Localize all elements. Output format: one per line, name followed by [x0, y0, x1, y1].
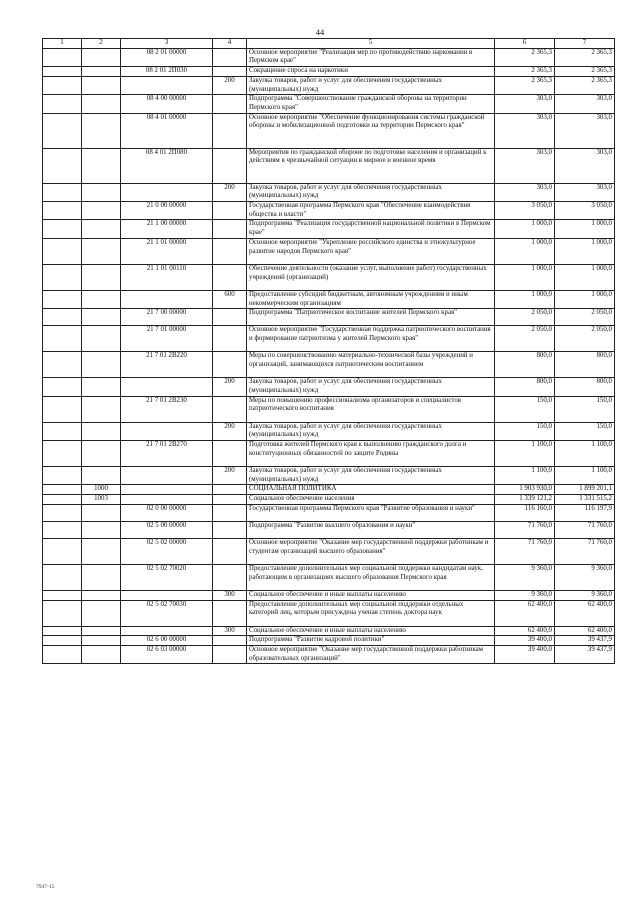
amount-year1-cell: 150,0	[495, 422, 555, 440]
expense-type-cell	[213, 202, 247, 220]
subsection-cell: 1000	[82, 485, 121, 495]
amount-year2-cell: 800,0	[555, 378, 615, 396]
amount-year1-cell: 2 365,3	[495, 67, 555, 77]
subsection-cell	[82, 290, 121, 308]
header-cell: 5	[247, 39, 495, 49]
amount-year1-cell: 1 000,0	[495, 238, 555, 264]
target-article-cell	[121, 290, 213, 308]
budget-table	[42, 38, 615, 664]
table-row	[43, 422, 615, 440]
subsection-cell	[82, 148, 121, 183]
amount-year2-cell: 1 000,0	[555, 264, 615, 290]
target-article-cell	[121, 76, 213, 94]
section-cell	[43, 67, 82, 77]
item-name-cell: Подпрограмма "Реализация государственной национальной политики в Пермском крае"	[247, 220, 495, 238]
section-cell	[43, 504, 82, 521]
item-name-cell: Обеспечение деятельности (оказание услуг, выполнение работ) государственных учреждений (организаций)	[247, 264, 495, 290]
amount-year2-cell: 2 050,0	[555, 326, 615, 352]
amount-year2-cell: 39 437,9	[555, 636, 615, 646]
table-row	[43, 309, 615, 326]
amount-year2-cell: 9 360,0	[555, 564, 615, 590]
section-cell	[43, 645, 82, 663]
expense-type-cell	[213, 113, 247, 148]
amount-year2-cell: 116 197,9	[555, 504, 615, 521]
table-row	[43, 521, 615, 538]
section-cell	[43, 290, 82, 308]
target-article-cell: 21 7 00 00000	[121, 309, 213, 326]
table-row	[43, 264, 615, 290]
target-article-cell	[121, 183, 213, 201]
subsection-cell	[82, 352, 121, 378]
table-row	[43, 504, 615, 521]
table-row	[43, 352, 615, 378]
target-article-cell	[121, 467, 213, 485]
target-article-cell	[121, 485, 213, 495]
amount-year1-cell: 150,0	[495, 396, 555, 422]
expense-type-cell: 200	[213, 183, 247, 201]
target-article-cell	[121, 626, 213, 636]
table-row	[43, 485, 615, 495]
subsection-cell	[82, 467, 121, 485]
amount-year1-cell: 303,0	[495, 113, 555, 148]
header-cell: 7	[555, 39, 615, 49]
amount-year2-cell: 71 760,0	[555, 538, 615, 564]
section-cell	[43, 600, 82, 626]
section-cell	[43, 309, 82, 326]
item-name-cell: Подготовка жителей Пермского края к выполнению гражданского долга и конституционных обязанностей по защите Родины	[247, 441, 495, 467]
amount-year1-cell: 62 400,0	[495, 600, 555, 626]
subsection-cell: 1003	[82, 495, 121, 505]
target-article-cell: 08 2 01 2П030	[121, 67, 213, 77]
section-cell	[43, 238, 82, 264]
amount-year2-cell: 800,0	[555, 352, 615, 378]
section-cell	[43, 441, 82, 467]
amount-year2-cell: 2 050,0	[555, 309, 615, 326]
amount-year2-cell: 303,0	[555, 148, 615, 183]
item-name-cell: Подпрограмма "Совершенствование гражданской обороны на территории Пермского края"	[247, 95, 495, 113]
subsection-cell	[82, 95, 121, 113]
target-article-cell	[121, 378, 213, 396]
amount-year2-cell: 1 000,0	[555, 290, 615, 308]
subsection-cell	[82, 504, 121, 521]
document-code: 7947-15	[36, 884, 55, 890]
target-article-cell	[121, 590, 213, 600]
table-row	[43, 76, 615, 94]
amount-year1-cell: 2 050,0	[495, 309, 555, 326]
amount-year2-cell: 39 437,9	[555, 645, 615, 663]
subsection-cell	[82, 538, 121, 564]
subsection-cell	[82, 183, 121, 201]
column-number-header-row	[43, 39, 615, 49]
subsection-cell	[82, 645, 121, 663]
page-number: 44	[315, 27, 325, 37]
target-article-cell: 02 0 00 00000	[121, 504, 213, 521]
amount-year2-cell: 150,0	[555, 396, 615, 422]
section-cell	[43, 148, 82, 183]
table-row	[43, 202, 615, 220]
expense-type-cell	[213, 564, 247, 590]
expense-type-cell	[213, 636, 247, 646]
expense-type-cell	[213, 521, 247, 538]
expense-type-cell	[213, 220, 247, 238]
amount-year2-cell: 1 100,0	[555, 467, 615, 485]
section-cell	[43, 636, 82, 646]
expense-type-cell	[213, 238, 247, 264]
item-name-cell: Основное мероприятие "Реализация мер по противодействию наркомании в Пермском крае"	[247, 48, 495, 66]
table-row	[43, 645, 615, 663]
target-article-cell: 08 4 01 2П080	[121, 148, 213, 183]
table-row	[43, 378, 615, 396]
table-row	[43, 495, 615, 505]
expense-type-cell	[213, 264, 247, 290]
subsection-cell	[82, 636, 121, 646]
table-row	[43, 396, 615, 422]
section-cell	[43, 113, 82, 148]
section-cell	[43, 202, 82, 220]
expense-type-cell	[213, 504, 247, 521]
item-name-cell: Социальное обеспечение и иные выплаты населению	[247, 626, 495, 636]
amount-year1-cell: 800,0	[495, 378, 555, 396]
table-row	[43, 113, 615, 148]
target-article-cell: 08 2 01 00000	[121, 48, 213, 66]
table-row	[43, 290, 615, 308]
subsection-cell	[82, 396, 121, 422]
amount-year1-cell: 2 365,3	[495, 48, 555, 66]
expense-type-cell	[213, 495, 247, 505]
item-name-cell: Государственная программа Пермского края "Обеспечение взаимодействия общества и власти"	[247, 202, 495, 220]
target-article-cell: 21 7 01 2В230	[121, 396, 213, 422]
section-cell	[43, 495, 82, 505]
expense-type-cell: 200	[213, 467, 247, 485]
table-row	[43, 238, 615, 264]
item-name-cell: Закупка товаров, работ и услуг для обеспечения государственных (муниципальных) нужд	[247, 422, 495, 440]
target-article-cell	[121, 495, 213, 505]
expense-type-cell	[213, 48, 247, 66]
amount-year1-cell: 71 760,0	[495, 521, 555, 538]
item-name-cell: Основное мероприятие "Обеспечение функционирования системы гражданской обороны и мобилизационной подготовки на территории Пермского края"	[247, 113, 495, 148]
amount-year1-cell: 1 903 930,0	[495, 485, 555, 495]
amount-year2-cell: 2 365,3	[555, 76, 615, 94]
amount-year1-cell: 303,0	[495, 148, 555, 183]
item-name-cell: Закупка товаров, работ и услуг для обеспечения государственных (муниципальных) нужд	[247, 183, 495, 201]
amount-year1-cell: 1 100,0	[495, 467, 555, 485]
item-name-cell: Меры по повышению профессионализма организаторов и специалистов патриотического воспитания	[247, 396, 495, 422]
amount-year1-cell: 1 000,0	[495, 290, 555, 308]
amount-year1-cell: 71 760,0	[495, 538, 555, 564]
amount-year1-cell: 800,0	[495, 352, 555, 378]
item-name-cell: Основное мероприятие "Укрепление российского единства и этнокультурное развитие народов Пермского края"	[247, 238, 495, 264]
subsection-cell	[82, 76, 121, 94]
subsection-cell	[82, 113, 121, 148]
subsection-cell	[82, 48, 121, 66]
section-cell	[43, 378, 82, 396]
item-name-cell: СОЦИАЛЬНАЯ ПОЛИТИКА	[247, 485, 495, 495]
target-article-cell: 21 0 00 00000	[121, 202, 213, 220]
header-cell: 2	[82, 39, 121, 49]
amount-year1-cell: 303,0	[495, 183, 555, 201]
amount-year2-cell: 9 360,0	[555, 590, 615, 600]
table-row	[43, 67, 615, 77]
amount-year1-cell: 3 050,0	[495, 202, 555, 220]
table-row	[43, 326, 615, 352]
section-cell	[43, 467, 82, 485]
table-row	[43, 220, 615, 238]
section-cell	[43, 422, 82, 440]
subsection-cell	[82, 309, 121, 326]
amount-year2-cell: 1 100,0	[555, 441, 615, 467]
amount-year2-cell: 62 400,0	[555, 600, 615, 626]
table-row	[43, 538, 615, 564]
subsection-cell	[82, 521, 121, 538]
subsection-cell	[82, 326, 121, 352]
amount-year2-cell: 2 365,3	[555, 67, 615, 77]
amount-year1-cell: 1 339 121,2	[495, 495, 555, 505]
expense-type-cell: 200	[213, 76, 247, 94]
expense-type-cell: 200	[213, 378, 247, 396]
amount-year1-cell: 39 400,0	[495, 636, 555, 646]
amount-year2-cell: 150,0	[555, 422, 615, 440]
section-cell	[43, 352, 82, 378]
header-cell: 6	[495, 39, 555, 49]
table-row	[43, 148, 615, 183]
amount-year1-cell: 303,0	[495, 95, 555, 113]
subsection-cell	[82, 422, 121, 440]
item-name-cell: Социальное обеспечение населения	[247, 495, 495, 505]
table-row	[43, 626, 615, 636]
amount-year2-cell: 62 400,0	[555, 626, 615, 636]
subsection-cell	[82, 564, 121, 590]
table-row	[43, 467, 615, 485]
expense-type-cell: 300	[213, 590, 247, 600]
amount-year1-cell: 1 000,0	[495, 264, 555, 290]
amount-year1-cell: 1 100,0	[495, 441, 555, 467]
item-name-cell: Подпрограмма "Развитие кадровой политики"	[247, 636, 495, 646]
section-cell	[43, 183, 82, 201]
expense-type-cell	[213, 645, 247, 663]
amount-year1-cell: 39 400,0	[495, 645, 555, 663]
table-row	[43, 590, 615, 600]
amount-year2-cell: 1 000,0	[555, 220, 615, 238]
item-name-cell: Предоставление субсидий бюджетным, автономным учреждениям и иным некоммерческим организациям	[247, 290, 495, 308]
amount-year2-cell: 2 365,3	[555, 48, 615, 66]
table-row	[43, 48, 615, 66]
target-article-cell: 02 6 00 00000	[121, 636, 213, 646]
item-name-cell: Подпрограмма "Патриотическое воспитание жителей Пермского края"	[247, 309, 495, 326]
expense-type-cell: 600	[213, 290, 247, 308]
target-article-cell: 02 6 03 00000	[121, 645, 213, 663]
table-row	[43, 564, 615, 590]
section-cell	[43, 48, 82, 66]
expense-type-cell	[213, 309, 247, 326]
section-cell	[43, 76, 82, 94]
expense-type-cell	[213, 396, 247, 422]
target-article-cell: 02 5 00 00000	[121, 521, 213, 538]
item-name-cell: Государственная программа Пермского края "Развитие образования и науки"	[247, 504, 495, 521]
table-row	[43, 183, 615, 201]
header-cell: 3	[121, 39, 213, 49]
item-name-cell: Основное мероприятие "Оказание мер государственной поддержки работникам и студентам организаций высшего образования"	[247, 538, 495, 564]
amount-year2-cell: 303,0	[555, 183, 615, 201]
section-cell	[43, 590, 82, 600]
table-row	[43, 441, 615, 467]
target-article-cell: 21 1 01 00000	[121, 238, 213, 264]
item-name-cell: Предоставление дополнительных мер социальной поддержки кандидатам наук, работающим в организациях высшего образования Пермского края	[247, 564, 495, 590]
subsection-cell	[82, 626, 121, 636]
amount-year2-cell: 303,0	[555, 113, 615, 148]
amount-year2-cell: 1 899 201,1	[555, 485, 615, 495]
section-cell	[43, 396, 82, 422]
amount-year1-cell: 62 400,0	[495, 626, 555, 636]
item-name-cell: Закупка товаров, работ и услуг для обеспечения государственных (муниципальных) нужд	[247, 467, 495, 485]
header-cell: 1	[43, 39, 82, 49]
expense-type-cell	[213, 538, 247, 564]
target-article-cell: 02 5 02 70030	[121, 600, 213, 626]
item-name-cell: Социальное обеспечение и иные выплаты населению	[247, 590, 495, 600]
subsection-cell	[82, 238, 121, 264]
subsection-cell	[82, 600, 121, 626]
item-name-cell: Подпрограмма "Развитие высшего образования и науки"	[247, 521, 495, 538]
target-article-cell: 08 4 01 00000	[121, 113, 213, 148]
header-cell: 4	[213, 39, 247, 49]
item-name-cell: Закупка товаров, работ и услуг для обеспечения государственных (муниципальных) нужд	[247, 378, 495, 396]
amount-year1-cell: 116 160,0	[495, 504, 555, 521]
table-row	[43, 95, 615, 113]
amount-year1-cell: 2 050,0	[495, 326, 555, 352]
target-article-cell	[121, 422, 213, 440]
amount-year2-cell: 303,0	[555, 95, 615, 113]
subsection-cell	[82, 220, 121, 238]
expense-type-cell	[213, 95, 247, 113]
item-name-cell: Основное мероприятие "Государственная поддержка патриотического воспитания и формирование патриотизма у жителей Пермского края"	[247, 326, 495, 352]
subsection-cell	[82, 264, 121, 290]
target-article-cell: 21 7 01 00000	[121, 326, 213, 352]
expense-type-cell: 200	[213, 422, 247, 440]
section-cell	[43, 95, 82, 113]
section-cell	[43, 220, 82, 238]
expense-type-cell	[213, 600, 247, 626]
target-article-cell: 08 4 00 00000	[121, 95, 213, 113]
item-name-cell: Сокращение спроса на наркотики	[247, 67, 495, 77]
section-cell	[43, 564, 82, 590]
subsection-cell	[82, 202, 121, 220]
expense-type-cell	[213, 326, 247, 352]
amount-year1-cell: 9 360,0	[495, 564, 555, 590]
section-cell	[43, 264, 82, 290]
item-name-cell: Мероприятия по гражданской обороне по подготовке населения и организаций к действиям в чрезвычайной ситуации в мирное и военное время	[247, 148, 495, 183]
subsection-cell	[82, 67, 121, 77]
target-article-cell: 02 5 02 00000	[121, 538, 213, 564]
subsection-cell	[82, 378, 121, 396]
amount-year2-cell: 3 050,0	[555, 202, 615, 220]
target-article-cell: 21 1 00 00000	[121, 220, 213, 238]
expense-type-cell: 300	[213, 626, 247, 636]
section-cell	[43, 485, 82, 495]
amount-year2-cell: 1 331 515,2	[555, 495, 615, 505]
section-cell	[43, 521, 82, 538]
amount-year1-cell: 1 000,0	[495, 220, 555, 238]
table-row	[43, 600, 615, 626]
section-cell	[43, 626, 82, 636]
expense-type-cell	[213, 485, 247, 495]
expense-type-cell	[213, 67, 247, 77]
amount-year2-cell: 1 000,0	[555, 238, 615, 264]
item-name-cell: Основное мероприятие "Оказание мер государственной поддержки работникам образовательных организаций"	[247, 645, 495, 663]
item-name-cell: Закупка товаров, работ и услуг для обеспечения государственных (муниципальных) нужд	[247, 76, 495, 94]
item-name-cell: Предоставление дополнительных мер социальной поддержки отдельных категорий лиц, которым присуждена ученая степень доктора наук	[247, 600, 495, 626]
subsection-cell	[82, 590, 121, 600]
target-article-cell: 21 1 01 00110	[121, 264, 213, 290]
item-name-cell: Меры по совершенствованию материально-технической базы учреждений и организаций, занимающихся патриотическим воспитанием	[247, 352, 495, 378]
subsection-cell	[82, 441, 121, 467]
target-article-cell: 02 5 02 70020	[121, 564, 213, 590]
amount-year1-cell: 9 360,0	[495, 590, 555, 600]
expense-type-cell	[213, 352, 247, 378]
section-cell	[43, 538, 82, 564]
expense-type-cell	[213, 441, 247, 467]
expense-type-cell	[213, 148, 247, 183]
amount-year1-cell: 2 365,3	[495, 76, 555, 94]
target-article-cell: 21 7 01 2В270	[121, 441, 213, 467]
table-row	[43, 636, 615, 646]
amount-year2-cell: 71 760,0	[555, 521, 615, 538]
target-article-cell: 21 7 01 2В220	[121, 352, 213, 378]
section-cell	[43, 326, 82, 352]
